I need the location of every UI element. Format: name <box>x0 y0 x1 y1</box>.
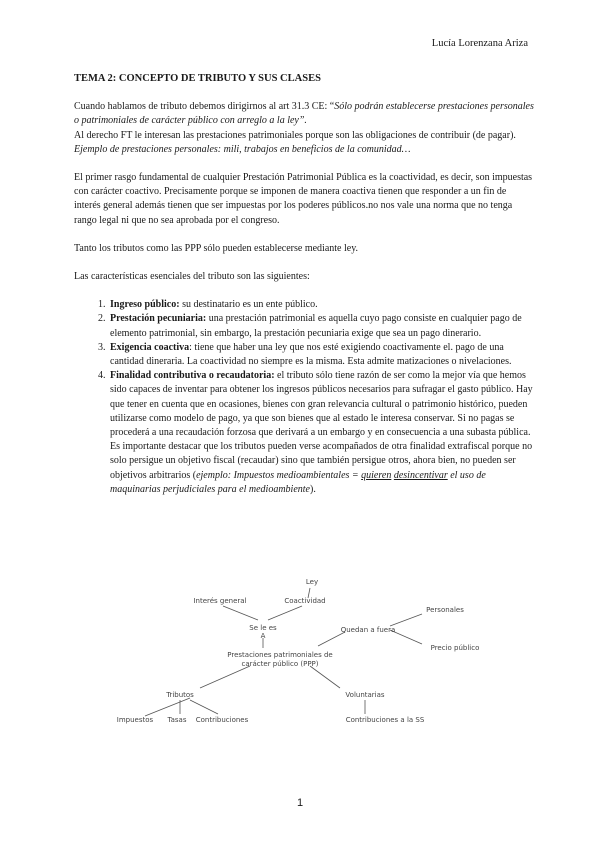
node-tributos: Tributos <box>166 691 194 699</box>
node-ley: Ley <box>305 578 319 586</box>
list-item-text: : tiene que haber una ley que nos esté exigiendo coactivamente el. pago de una cantidad dineraria. La coactividad no siempre es la misma. Esta admite matizaciones o nivelaciones. <box>110 341 512 368</box>
node-ppp2: carácter público (PPP) <box>241 660 319 668</box>
node-quedan: Quedan a fuera <box>340 626 396 634</box>
characteristics-list <box>74 298 534 497</box>
node-interes: Interés general <box>193 597 247 605</box>
page-title: TEMA 2: CONCEPTO DE TRIBUTO Y SUS CLASES <box>74 73 321 84</box>
constitution-quote: Sólo podrán establecerse prestaciones personales o patrimoniales de carácter público con arreglo a la ley”. <box>74 101 534 127</box>
list-item-text: el tributo sólo tiene razón de ser como la mejor vía que hemos sido capaces de inventar para obtener los ingresos públicos necesarios para sufragar el gasto público. Hay que tener en cuenta que en ocasiones, bienes con gran relevancia cultural o patrimonio histórico, pueden utilizarse como modelo de pago, ya que son bienes que al estado le interesa conservar. Si no pagas se procederá a una recaudación forzosa que derivará a un embargo y en consecuencia a una subasta pública. Es importante destacar que los tributos pueden verse acompañados de otra finalidad extrafiscal porque no solo persigue un objetivo fiscal (recaudar) sino que también persigue otros, ahora bien, no pueden ser objetivos arbitrarios ( <box>110 370 533 481</box>
paragraph-coactividad: El primer rasgo fundamental de cualquier Prestación Patrimonial Pública es la coactividad, es decir, son impuestas con carácter coactivo. Precisamente porque se imponen de manera coactiva tienen que responder a un fin de interés general además tienen que ser impuestas por los poderes públicos.no nos vale una norma que no tenga rango legal ni que no sea aprobada por el congreso. <box>74 172 533 226</box>
list-item <box>108 312 534 340</box>
intro-example: Ejemplo de prestaciones personales: mili, trabajos en beneficios de la comunidad… <box>74 143 411 155</box>
list-item-term: Ingreso público: <box>110 299 180 311</box>
example-a: ejemplo: Impuestos medioambientales <box>196 469 350 481</box>
list-item <box>108 341 534 369</box>
edge-coact <box>268 606 302 620</box>
intro-text: Cuando hablamos de tributo debemos dirigirnos al art 31.3 CE: “ <box>74 101 335 113</box>
list-item-term: Prestación pecuniaria: <box>110 313 207 325</box>
page-number: 1 <box>296 797 304 809</box>
node-impuestos: Impuestos <box>116 716 154 724</box>
author-name: Lucía Lorenzana Ariza <box>431 38 528 49</box>
example-b: = <box>349 469 362 481</box>
edge-tributos <box>200 666 250 688</box>
node-contrib: Contribuciones <box>195 716 249 724</box>
paragraph-caracteristicas: Las características esenciales del tributo son las siguientes: <box>74 271 310 283</box>
concept-diagram <box>100 572 500 732</box>
list-item-text: su destinatario es un ente público. <box>179 299 318 311</box>
edge-interes <box>223 606 258 620</box>
list-item <box>108 298 534 312</box>
edge-personales <box>390 614 422 626</box>
example-f: el uso de maquinarias perjudiciales para el medioambiente <box>110 469 486 495</box>
edge-impuestos <box>145 698 190 716</box>
node-precio: Precio público <box>430 644 480 652</box>
node-personales: Personales <box>426 606 464 614</box>
edge-vol <box>310 666 340 688</box>
edge-contrib <box>190 700 218 714</box>
edge-quedan <box>318 632 345 646</box>
list-item-text: una prestación patrimonial es aquella cuyo pago consiste en cualquier pago de elemento patrimonial, sin embargo, la prestación pecuniaria exige que sea un pago dinerario. <box>110 313 522 339</box>
node-ppp1: Prestaciones patrimoniales de <box>227 651 333 659</box>
node-vol: Voluntarias <box>345 691 385 699</box>
example-c: quieren <box>361 469 392 481</box>
node-coact: Coactividad <box>284 597 326 605</box>
list-item-term: Finalidad contributiva o recaudatoria: <box>110 370 275 382</box>
node-contribs: Contribuciones a la SS <box>345 716 425 724</box>
intro-line2: Al derecho FT le interesan las prestaciones patrimoniales porque son las obligaciones de contribuir (de pagar). <box>74 129 516 141</box>
node-tasas: Tasas <box>167 716 187 724</box>
example-e: desincentivar <box>393 469 448 481</box>
node-a: A <box>260 632 266 640</box>
paragraph-ley: Tanto los tributos como las PPP sólo pueden establecerse mediante ley. <box>74 242 359 254</box>
paragraph-intro <box>74 100 534 157</box>
node-se: Se le es <box>249 624 277 632</box>
list-item-term: Exigencia coactiva <box>110 341 190 353</box>
list-item <box>108 369 534 497</box>
example-end: ). <box>309 483 316 495</box>
main-content <box>74 72 534 497</box>
